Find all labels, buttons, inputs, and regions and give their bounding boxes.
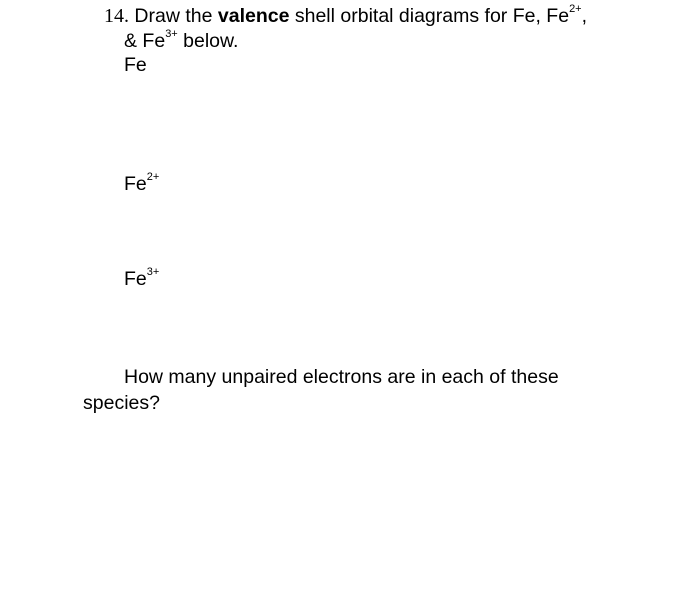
species-charge: 2+ (146, 170, 160, 183)
question-number: 14. (104, 5, 129, 27)
question-emphasis-valence: valence (217, 5, 290, 27)
species-label-fe3 (124, 265, 160, 290)
species-charge: 3+ (146, 265, 160, 278)
followup-question-line-2: species? (83, 392, 160, 414)
species-symbol: Fe (124, 268, 147, 290)
species-symbol: Fe (124, 54, 147, 76)
question-text-intro: Draw the (134, 5, 213, 27)
question-text-below: below. (183, 30, 239, 52)
species-label-fe2 (124, 170, 160, 195)
question-line-2 (124, 27, 239, 52)
question-line-1 (104, 2, 588, 27)
charge-superscript-fe3: 3+ (165, 27, 178, 40)
question-text-comma: , (581, 5, 588, 27)
species-label-fe (124, 54, 147, 76)
charge-superscript-fe2: 2+ (569, 2, 582, 15)
species-symbol: Fe (124, 173, 147, 195)
question-text-main: shell orbital diagrams for Fe, Fe (294, 5, 570, 27)
followup-question-line-1: How many unpaired electrons are in each of these (124, 366, 559, 388)
question-text-fe3-prefix: & Fe (124, 30, 166, 52)
